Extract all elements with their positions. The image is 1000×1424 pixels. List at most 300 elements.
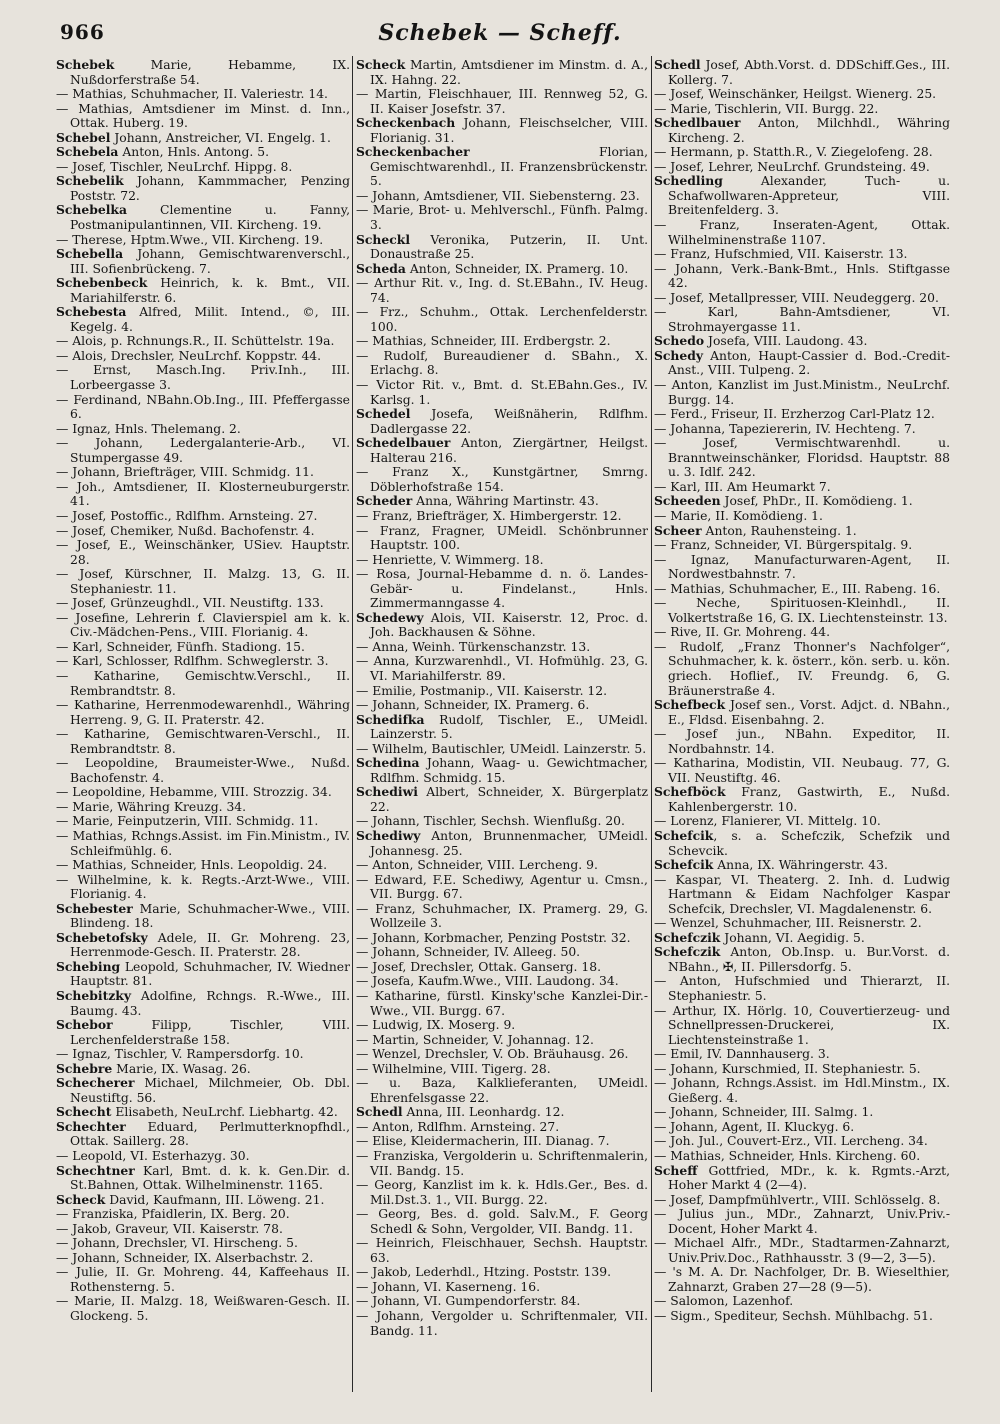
entry-text: — Franz, Fragner, UMeidl. Schönbrunner Hauptstr. 100.: [356, 523, 648, 553]
directory-entry: [654, 174, 950, 218]
entry-text: Anna, IX. Währingerstr. 43.: [713, 858, 888, 873]
column-3: [654, 58, 950, 1398]
entry-text: — Georg, Bes. d. gold. Salv.M., F. Georg Schedl & Sohn, Vergolder, VII. Bandg. 11.: [356, 1207, 648, 1236]
entry-surname: Schechtner: [56, 1162, 135, 1178]
directory-entry: [654, 480, 950, 495]
directory-entry: [56, 611, 350, 640]
directory-entry: [654, 1120, 950, 1135]
directory-entry: [356, 145, 648, 189]
entry-surname: Schebre: [56, 1060, 113, 1076]
directory-entry: [654, 945, 950, 974]
entry-surname: Schedel: [356, 406, 411, 422]
entry-text: — Rive, II. Gr. Mohreng. 44.: [654, 625, 831, 640]
directory-entry: [356, 1018, 648, 1033]
entry-text: — Josef, Metallpresser, VIII. Neudeggerg. 20.: [654, 290, 939, 305]
entry-text: — Michael Alfr., MDr., Stadtarmen-Zahnarzt, Univ.Priv.Doc., Rathhausstr. 3 (9—2, 3—5).: [654, 1236, 950, 1265]
directory-entry: [654, 1062, 950, 1077]
entry-text: Josefa, Weißnäherin, Rdlfhm. Dadlergasse 22.: [370, 407, 648, 436]
directory-entry: [56, 1207, 350, 1222]
entry-text: — Mathias, Schneider, Hnls. Kircheng. 60.: [654, 1149, 921, 1164]
directory-entry: [654, 916, 950, 931]
entry-surname: Schebelka: [56, 202, 127, 218]
entry-surname: Schedl: [356, 1104, 403, 1120]
entry-text: — Josefine, Lehrerin f. Clavierspiel am k. k. Civ.-Mädchen-Pens., VIII. Florianig. 4.: [56, 610, 350, 640]
entry-text: — Elise, Kleidermacherin, III. Dianag. 7.: [356, 1134, 610, 1149]
directory-entry: [356, 276, 648, 305]
entry-text: — Josef, Dampfmühlvertr., VIII. Schlösselg. 8.: [654, 1192, 941, 1207]
directory-entry: [356, 494, 648, 509]
entry-text: Johann, Waag- u. Gewichtmacher, Rdlfhm. Schmidg. 15.: [370, 756, 648, 785]
entry-text: — Marie, Brot- u. Mehlverschl., Fünfh. Palmg. 3.: [356, 203, 648, 233]
entry-text: — Ernst, Masch.Ing. Priv.Inh., III. Lorbeergasse 3.: [56, 363, 350, 393]
entry-text: — Johann, Kurschmied, II. Stephaniestr. 5.: [654, 1061, 921, 1076]
directory-entry: [356, 654, 648, 683]
entry-text: — Martin, Schneider, V. Johannag. 12.: [356, 1032, 594, 1047]
entry-text: — Ludwig, IX. Moserg. 9.: [356, 1018, 516, 1033]
directory-entry: [56, 160, 350, 175]
entry-surname: Schebitzky: [56, 988, 132, 1003]
entry-text: — Franziska, Vergolderin u. Schriftenmalerin, VII. Bandg. 15.: [356, 1149, 648, 1178]
directory-entry: [56, 814, 350, 829]
directory-entry: [56, 480, 350, 509]
entry-text: — Johann, Ledergalanterie-Arb., VI. Stumpergasse 49.: [56, 436, 350, 465]
entry-text: — Josef, Weinschänker, Heilgst. Wienerg. 25.: [654, 87, 937, 102]
directory-entry: [356, 1280, 648, 1295]
entry-surname: Schefczik: [654, 944, 721, 960]
directory-entry: [654, 1134, 950, 1149]
entry-text: — Franz, Inseraten-Agent, Ottak. Wilhelminenstraße 1107.: [654, 218, 950, 247]
directory-entry: [56, 1076, 350, 1105]
directory-entry: [654, 145, 950, 160]
entry-surname: Scheer: [654, 522, 702, 538]
entry-text: — Julie, II. Gr. Mohreng. 44, Kaffeehaus II. Rothensterng. 5.: [56, 1265, 350, 1294]
directory-entry: [654, 116, 950, 145]
directory-entry: [56, 567, 350, 596]
directory-entry: [356, 262, 648, 277]
entry-text: — Joh. Jul., Couvert-Erz., VII. Lercheng. 34.: [654, 1134, 928, 1149]
entry-text: — Katharine, Gemischtwaren-Verschl., II. Rembrandtstr. 8.: [56, 727, 350, 756]
entry-text: — Josef, Vermischtwarenhdl. u. Branntweinschänker, Floridsd. Hauptstr. 88 u. 3. Idlf. 242.: [654, 436, 950, 480]
entry-text: — Johann, Agent, II. Kluckyg. 6.: [654, 1119, 855, 1134]
directory-entry: [356, 684, 648, 699]
entry-text: Eduard, Perlmutterknopfhdl., Ottak. Saillerg. 28.: [70, 1119, 350, 1149]
entry-text: — Alois, p. Rchnungs.R., II. Schüttelstr. 19a.: [56, 334, 335, 349]
entry-surname: Schebek: [56, 58, 115, 72]
entry-text: — Marie, II. Malzg. 18, Weißwaren-Gesch. II. Glockeng. 5.: [56, 1294, 350, 1324]
running-head: Schebek — Scheff.: [378, 20, 622, 46]
entry-text: — Wenzel, Schuhmacher, III. Reisnerstr. 2.: [654, 916, 922, 931]
entry-text: — Franz, Schneider, VI. Bürgerspitalg. 9.: [654, 538, 913, 553]
entry-text: — Johann, Rchngs.Assist. im Hdl.Minstm., IX. Gießerg. 4.: [654, 1076, 950, 1105]
entry-text: Anton, Brunnenmacher, UMeidl. Johannesg. 25.: [370, 828, 648, 858]
directory-entry: [654, 1265, 950, 1294]
entry-text: Johann, VI. Aegidig. 5.: [720, 930, 865, 945]
directory-entry: [356, 1134, 648, 1149]
directory-entry: [56, 524, 350, 539]
entry-text: — Johann, Amtsdiener, VII. Siebensterng. 23.: [356, 188, 640, 203]
entry-text: Johann, Kammmacher, Penzing Poststr. 72.: [70, 174, 350, 203]
entry-text: — Kaspar, VI. Theaterg. 2. Inh. d. Ludwig Hartmann & Eidam Nachfolger Kaspar Schefcik, Drechsler, VI. Magdalenenstr. 6.: [654, 872, 950, 916]
entry-text: Adele, II. Gr. Mohreng. 23, Herrenmode-Gesch. II. Praterstr. 28.: [70, 930, 350, 960]
column-2: [356, 58, 648, 1398]
entry-text: — Mathias, Schneider, III. Erdbergstr. 2.: [356, 334, 611, 349]
entry-text: — Franz, Schuhmacher, IX. Pramerg. 29, G. Wollzeile 3.: [356, 901, 648, 931]
directory-entry: [56, 538, 350, 567]
directory-entry: [654, 1164, 950, 1193]
entry-text: — Katharina, Modistin, VII. Neubaug. 77, G. VII. Neustiftg. 46.: [654, 756, 950, 785]
directory-entry: [56, 1062, 350, 1077]
entry-text: Anton, Hnls. Antong. 5.: [118, 145, 269, 160]
entry-text: — Josef jun., NBahn. Expeditor, II. Nordbahnstr. 14.: [654, 727, 950, 756]
entry-text: Florian, Gemischtwarenhdl., II. Franzensbrückenstr. 5.: [370, 145, 648, 189]
entry-text: — Katharine, Herrenmodewarenhdl., Währing Herreng. 9, G. II. Praterstr. 42.: [56, 698, 350, 727]
directory-entry: [56, 596, 350, 611]
entry-surname: Schedewy: [356, 609, 424, 625]
entry-text: Marie, Hebamme, IX. Nußdorferstraße 54.: [70, 58, 350, 87]
entry-surname: Schebing: [56, 958, 121, 974]
entry-text: — Mathias, Schuhmacher, II. Valeriestr. 14.: [56, 87, 328, 102]
entry-text: Clementine u. Fanny, Postmanipulantinnen, VII. Kircheng. 19.: [70, 203, 350, 233]
entry-text: — Johann, Verk.-Bank-Bmt., Hnls. Stiftgasse 42.: [654, 261, 950, 291]
directory-entry: [654, 858, 950, 873]
entry-surname: Schedina: [356, 755, 420, 771]
directory-entry: [654, 1207, 950, 1236]
directory-entry: [56, 87, 350, 102]
entry-text: Anton, Schneider, IX. Pramerg. 10.: [405, 261, 629, 276]
directory-entry: [56, 1222, 350, 1237]
directory-entry: [356, 58, 648, 87]
directory-entry: [654, 931, 950, 946]
directory-entry: [356, 203, 648, 232]
entry-text: — Josef, Chemiker, Nußd. Bachofenstr. 4.: [56, 523, 315, 538]
directory-entry: [356, 1309, 648, 1338]
entry-text: — Frz., Schuhm., Ottak. Lerchenfelderstr. 100.: [356, 305, 648, 334]
directory-entry: [56, 58, 350, 87]
directory-entry: [56, 756, 350, 785]
directory-entry: [56, 1018, 350, 1047]
directory-entry: [56, 829, 350, 858]
entry-text: Alfred, Milit. Intend., ©, III. Kegelg. 4.: [70, 305, 350, 334]
directory-entry: [56, 1193, 350, 1208]
directory-entry: [654, 756, 950, 785]
directory-entry: [56, 305, 350, 334]
entry-text: Michael, Milchmeier, Ob. Dbl. Neustiftg. 56.: [70, 1076, 350, 1105]
entry-text: Anton, Rauhensteing. 1.: [701, 523, 857, 538]
directory-entry: [654, 974, 950, 1003]
column-divider: [651, 56, 652, 1392]
directory-entry: [654, 436, 950, 480]
directory-entry: [56, 393, 350, 422]
directory-entry: [56, 858, 350, 873]
entry-surname: Scheckenbach: [356, 115, 456, 131]
entry-text: — Johann, Drechsler, VI. Hirscheng. 5.: [56, 1236, 298, 1251]
entry-text: — Anton, Rdlfhm. Arnsteing. 27.: [356, 1119, 560, 1134]
entry-text: — Emil, IV. Dannhauserg. 3.: [654, 1047, 830, 1062]
directory-entry: [56, 131, 350, 146]
entry-surname: Scheder: [356, 493, 413, 509]
entry-surname: Scheckl: [356, 231, 411, 247]
entry-text: — Georg, Kanzlist im k. k. Hdls.Ger., Bes. d. Mil.Dst.3. 1., VII. Burgg. 22.: [356, 1178, 648, 1207]
directory-entry: [356, 1236, 648, 1265]
entry-text: — Mathias, Schneider, Hnls. Leopoldig. 24.: [56, 858, 328, 873]
entry-text: — Neche, Spirituosen-Kleinhdl., II. Volkertstraße 16, G. IX. Liechtensteinstr. 13.: [654, 596, 950, 625]
directory-entry: [356, 305, 648, 334]
directory-entry: [56, 1236, 350, 1251]
directory-entry: [356, 640, 648, 655]
directory-entry: [654, 407, 950, 422]
directory-entry: [654, 814, 950, 829]
directory-entry: [56, 247, 350, 276]
entry-surname: Schefcik: [654, 827, 714, 843]
entry-surname: Schebelik: [56, 173, 124, 189]
entry-text: — Katharine, fürstl. Kinsky'sche Kanzlei-Dir.-Wwe., VII. Burgg. 67.: [356, 989, 648, 1018]
entry-text: — Karl, Schlosser, Rdlfhm. Schweglerstr. 3.: [56, 654, 329, 669]
entry-surname: Schecht: [56, 1104, 112, 1120]
directory-entry: [654, 596, 950, 625]
directory-entry: [356, 1033, 648, 1048]
entry-text: — 's M. A. Dr. Nachfolger, Dr. B. Wieselthier, Zahnarzt, Graben 27—28 (9—5).: [654, 1265, 950, 1294]
directory-entry: [56, 334, 350, 349]
entry-text: — Heinrich, Fleischhauer, Sechsh. Hauptstr. 63.: [356, 1236, 648, 1265]
entry-surname: Schebel: [56, 129, 111, 145]
page-number: 966: [60, 20, 105, 44]
entry-text: — Wilhelmine, VIII. Tigerg. 28.: [356, 1061, 551, 1076]
directory-entry: [356, 567, 648, 611]
directory-entry: [356, 873, 648, 902]
directory-entry: [356, 1105, 648, 1120]
directory-entry: [654, 247, 950, 262]
entry-text: — Anna, Weinh. Türkenschanzstr. 13.: [356, 639, 591, 654]
entry-surname: Schechter: [56, 1118, 126, 1134]
entry-text: Alexander, Tuch- u. Schafwollwaren-Appreteur, VIII. Breitenfelderg. 3.: [668, 174, 950, 218]
directory-entry: [56, 422, 350, 437]
entry-text: — Leopoldine, Braumeister-Wwe., Nußd. Bachofenstr. 4.: [56, 756, 350, 785]
entry-text: — Arthur Rit. v., Ing. d. St.EBahn., IV. Heug. 74.: [356, 276, 648, 305]
entry-text: — Karl, Schneider, Fünfh. Stadiong. 15.: [56, 639, 305, 654]
directory-entry: [654, 1236, 950, 1265]
entry-text: Anna, III. Leonhardg. 12.: [402, 1105, 565, 1120]
directory-entry: [56, 349, 350, 364]
entry-surname: Schebella: [56, 246, 124, 262]
directory-entry: [56, 1164, 350, 1193]
entry-text: — Johann, Tischler, Sechsh. Wienflußg. 20.: [356, 814, 625, 829]
entry-text: Josef, Abth.Vorst. d. DDSchiff.Ges., III. Kollerg. 7.: [668, 58, 950, 87]
entry-text: — Josef, E., Weinschänker, USiev. Hauptstr. 28.: [56, 538, 350, 567]
entry-text: — Rudolf, Bureaudiener d. SBahn., X. Erlachg. 8.: [356, 348, 648, 378]
entry-text: — Wenzel, Drechsler, V. Ob. Bräuhausg. 26.: [356, 1047, 629, 1062]
entry-text: — Josefa, Kaufm.Wwe., VIII. Laudong. 34.: [356, 974, 619, 989]
directory-entry: [654, 1193, 950, 1208]
directory-entry: [56, 654, 350, 669]
directory-entry: [56, 1047, 350, 1062]
entry-text: — Marie, Feinputzerin, VIII. Schmidg. 11.: [56, 814, 319, 829]
directory-entry: [356, 378, 648, 407]
directory-entry: [56, 800, 350, 815]
directory-entry: [356, 1120, 648, 1135]
directory-entry: [654, 640, 950, 698]
directory-entry: [654, 785, 950, 814]
directory-entry: [356, 611, 648, 640]
entry-text: Josef sen., Vorst. Adjct. d. NBahn., E., Fldsd. Eisenbahng. 2.: [668, 698, 950, 727]
directory-entry: [654, 1047, 950, 1062]
entry-text: — Anton, Hufschmied und Thierarzt, II. Stephaniestr. 5.: [654, 974, 950, 1003]
entry-surname: Schedling: [654, 173, 723, 189]
directory-entry: [356, 524, 648, 553]
entry-text: — Arthur, IX. Hörlg. 10, Couvertierzeug- und Schnellpressen-Druckerei, IX. Liechtensteinstraße 1.: [654, 1003, 950, 1047]
directory-entry: [56, 233, 350, 248]
entry-text: — Alois, Drechsler, NeuLrchf. Koppstr. 44.: [56, 348, 322, 363]
directory-entry: [56, 931, 350, 960]
directory-entry: [56, 145, 350, 160]
directory-entry: [654, 553, 950, 582]
entry-text: Johann, Fleischselcher, VIII. Florianig. 31.: [370, 116, 648, 145]
entry-text: — Lorenz, Flanierer, VI. Mittelg. 10.: [654, 814, 881, 829]
directory-entry: [654, 262, 950, 291]
directory-entry: [356, 553, 648, 568]
entry-text: — Johann, Vergolder u. Schriftenmaler, VII. Bandg. 11.: [356, 1309, 648, 1338]
directory-entry: [356, 334, 648, 349]
entry-text: — Karl, III. Am Heumarkt 7.: [654, 479, 831, 494]
directory-entry: [356, 713, 648, 742]
entry-surname: Schediwi: [356, 784, 418, 800]
entry-surname: Schefbeck: [654, 697, 726, 713]
directory-entry: [356, 407, 648, 436]
directory-entry: [356, 858, 648, 873]
entry-text: Johann, Anstreicher, VI. Engelg. 1.: [110, 130, 331, 145]
directory-entry: [356, 698, 648, 713]
entry-text: Anton, Haupt-Cassier d. Bod.-Credit-Anst., VIII. Tulpeng. 2.: [668, 348, 950, 378]
entry-text: — Martin, Fleischhauer, III. Rennweg 52, G. II. Kaiser Josefstr. 37.: [356, 87, 648, 116]
entry-text: — Marie, Tischlerin, VII. Burgg. 22.: [654, 101, 879, 116]
entry-text: Albert, Schneider, X. Bürgerplatz 22.: [370, 785, 648, 814]
entry-surname: Schedo: [654, 333, 705, 349]
entry-text: Franz, Gastwirth, E., Nußd. Kahlenbergerstr. 10.: [668, 785, 950, 814]
entry-text: — Johann, VI. Kaserneng. 16.: [356, 1279, 541, 1294]
directory-entry: [56, 363, 350, 392]
entry-surname: Scheeden: [654, 493, 721, 509]
column-divider: [352, 56, 353, 1392]
directory-entry: [654, 494, 950, 509]
directory-entry: [356, 1047, 648, 1062]
entry-surname: Scheckenbacher: [356, 144, 470, 160]
directory-entry: [356, 87, 648, 116]
entry-text: — Marie, II. Komödieng. 1.: [654, 508, 823, 523]
entry-text: — Josef, Drechsler, Ottak. Ganserg. 18.: [356, 959, 602, 974]
directory-entry: [356, 1076, 648, 1105]
entry-text: — Katharine, Gemischtw.Verschl., II. Rembrandtstr. 8.: [56, 668, 350, 698]
directory-entry: [56, 436, 350, 465]
entry-surname: Schedy: [654, 347, 704, 363]
entry-text: — Ignaz, Manufacturwaren-Agent, II. Nordwestbahnstr. 7.: [654, 552, 950, 582]
entry-text: Gottfried, MDr., k. k. Rgmts.-Arzt, Hoher Markt 4 (2—4).: [668, 1163, 950, 1193]
entry-text: — Emilie, Postmanip., VII. Kaiserstr. 12.: [356, 683, 608, 698]
entry-surname: Schedelbauer: [356, 435, 451, 451]
directory-entry: [56, 1149, 350, 1164]
directory-entry: [56, 873, 350, 902]
entry-text: Anton, Ziergärtner, Heilgst. Halterau 216.: [370, 436, 648, 465]
entry-text: — Johann, Schneider, IX. Alserbachstr. 2.: [56, 1250, 314, 1265]
directory-entry: [654, 1294, 950, 1309]
directory-entry: [356, 785, 648, 814]
directory-entry: [356, 233, 648, 262]
entry-text: — Johann, Schneider, IV. Alleeg. 50.: [356, 945, 581, 960]
entry-text: — Josef, Tischler, NeuLrchf. Hippg. 8.: [56, 159, 293, 174]
entry-surname: Schecherer: [56, 1075, 135, 1091]
directory-entry: [356, 756, 648, 785]
entry-text: Josef, PhDr., II. Komödieng. 1.: [720, 494, 913, 509]
entry-text: Elisabeth, NeuLrchf. Liebhartg. 42.: [111, 1105, 338, 1120]
entry-text: Martin, Amtsdiener im Minstm. d. A., IX. Hahng. 22.: [370, 58, 648, 87]
directory-entry: [356, 116, 648, 145]
directory-entry: [356, 1294, 648, 1309]
directory-entry: [56, 1265, 350, 1294]
entry-text: — Johann, Schneider, III. Salmg. 1.: [654, 1105, 874, 1120]
entry-text: — u. Baza, Kalklieferanten, UMeidl. Ehrenfelsgasse 22.: [356, 1076, 648, 1105]
entry-surname: Schedlbauer: [654, 115, 741, 131]
entry-text: Heinrich, k. k. Bmt., VII. Mariahilferstr. 6.: [70, 276, 350, 305]
directory-entry: [56, 698, 350, 727]
entry-text: — Johann, Korbmacher, Penzing Poststr. 32.: [356, 930, 631, 945]
directory-entry: [56, 102, 350, 131]
directory-entry: [356, 189, 648, 204]
directory-entry: [654, 1149, 950, 1164]
entry-surname: Schebor: [56, 1017, 113, 1033]
directory-entry: [56, 989, 350, 1018]
entry-text: — Edward, F.E. Schediwy, Agentur u. Cmsn., VII. Burgg. 67.: [356, 872, 648, 902]
entry-surname: Schedl: [654, 58, 701, 72]
entry-text: — Joh., Amtsdiener, II. Klosterneuburgerstr. 41.: [56, 479, 350, 509]
directory-entry: [654, 1309, 950, 1324]
directory-entry: [654, 509, 950, 524]
directory-entry: [654, 582, 950, 597]
entry-text: — Franziska, Pfaidlerin, IX. Berg. 20.: [56, 1207, 290, 1222]
directory-entry: [356, 829, 648, 858]
entry-text: Filipp, Tischler, VIII. Lerchenfelderstraße 158.: [70, 1018, 350, 1047]
directory-entry: [356, 742, 648, 757]
directory-entry: [56, 902, 350, 931]
directory-entry: [654, 538, 950, 553]
entry-text: — Ferdinand, NBahn.Ob.Ing., III. Pfeffergasse 6.: [56, 392, 350, 422]
directory-entry: [654, 1004, 950, 1048]
entry-text: — Johann, Schneider, IX. Pramerg. 6.: [356, 698, 590, 713]
directory-entry: [356, 902, 648, 931]
directory-entry: [56, 669, 350, 698]
entry-text: — Victor Rit. v., Bmt. d. St.EBahn.Ges., IV. Karlsg. 1.: [356, 378, 648, 407]
entry-text: — Leopold, VI. Esterhazyg. 30.: [56, 1149, 250, 1164]
directory-entry: [356, 960, 648, 975]
directory-entry: [56, 1294, 350, 1323]
entry-text: — Karl, Bahn-Amtsdiener, VI. Strohmayergasse 11.: [654, 305, 950, 334]
entry-text: Anton, Milchhdl., Währing Kircheng. 2.: [668, 116, 950, 145]
entry-text: — Mathias, Rchngs.Assist. im Fin.Ministm., IV. Schleifmühlg. 6.: [56, 828, 350, 858]
entry-text: — Julius jun., MDr., Zahnarzt, Univ.Priv.-Docent, Hoher Markt 4.: [654, 1207, 950, 1236]
directory-entry: [654, 422, 950, 437]
entry-text: — Franz X., Kunstgärtner, Smrng. Döblerhofstraße 154.: [356, 465, 648, 494]
directory-entry: [654, 524, 950, 539]
directory-entry: [654, 829, 950, 858]
directory-entry: [56, 465, 350, 480]
column-1: [56, 58, 350, 1398]
directory-entry: [56, 509, 350, 524]
entry-surname: Schefcik: [654, 857, 714, 873]
entry-text: Marie, Schuhmacher-Wwe., VIII. Blindeng. 18.: [70, 901, 350, 931]
directory-entry: [356, 974, 648, 989]
entry-text: Johann, Gemischtwarenverschl., III. Sofienbrückeng. 7.: [70, 247, 350, 276]
entry-text: Anna, Währing Martinstr. 43.: [412, 494, 599, 509]
entry-surname: Schedifka: [356, 711, 425, 727]
entry-surname: Scheff: [654, 1162, 698, 1178]
entry-text: — Jakob, Lederhdl., Htzing. Poststr. 139.: [356, 1265, 611, 1280]
